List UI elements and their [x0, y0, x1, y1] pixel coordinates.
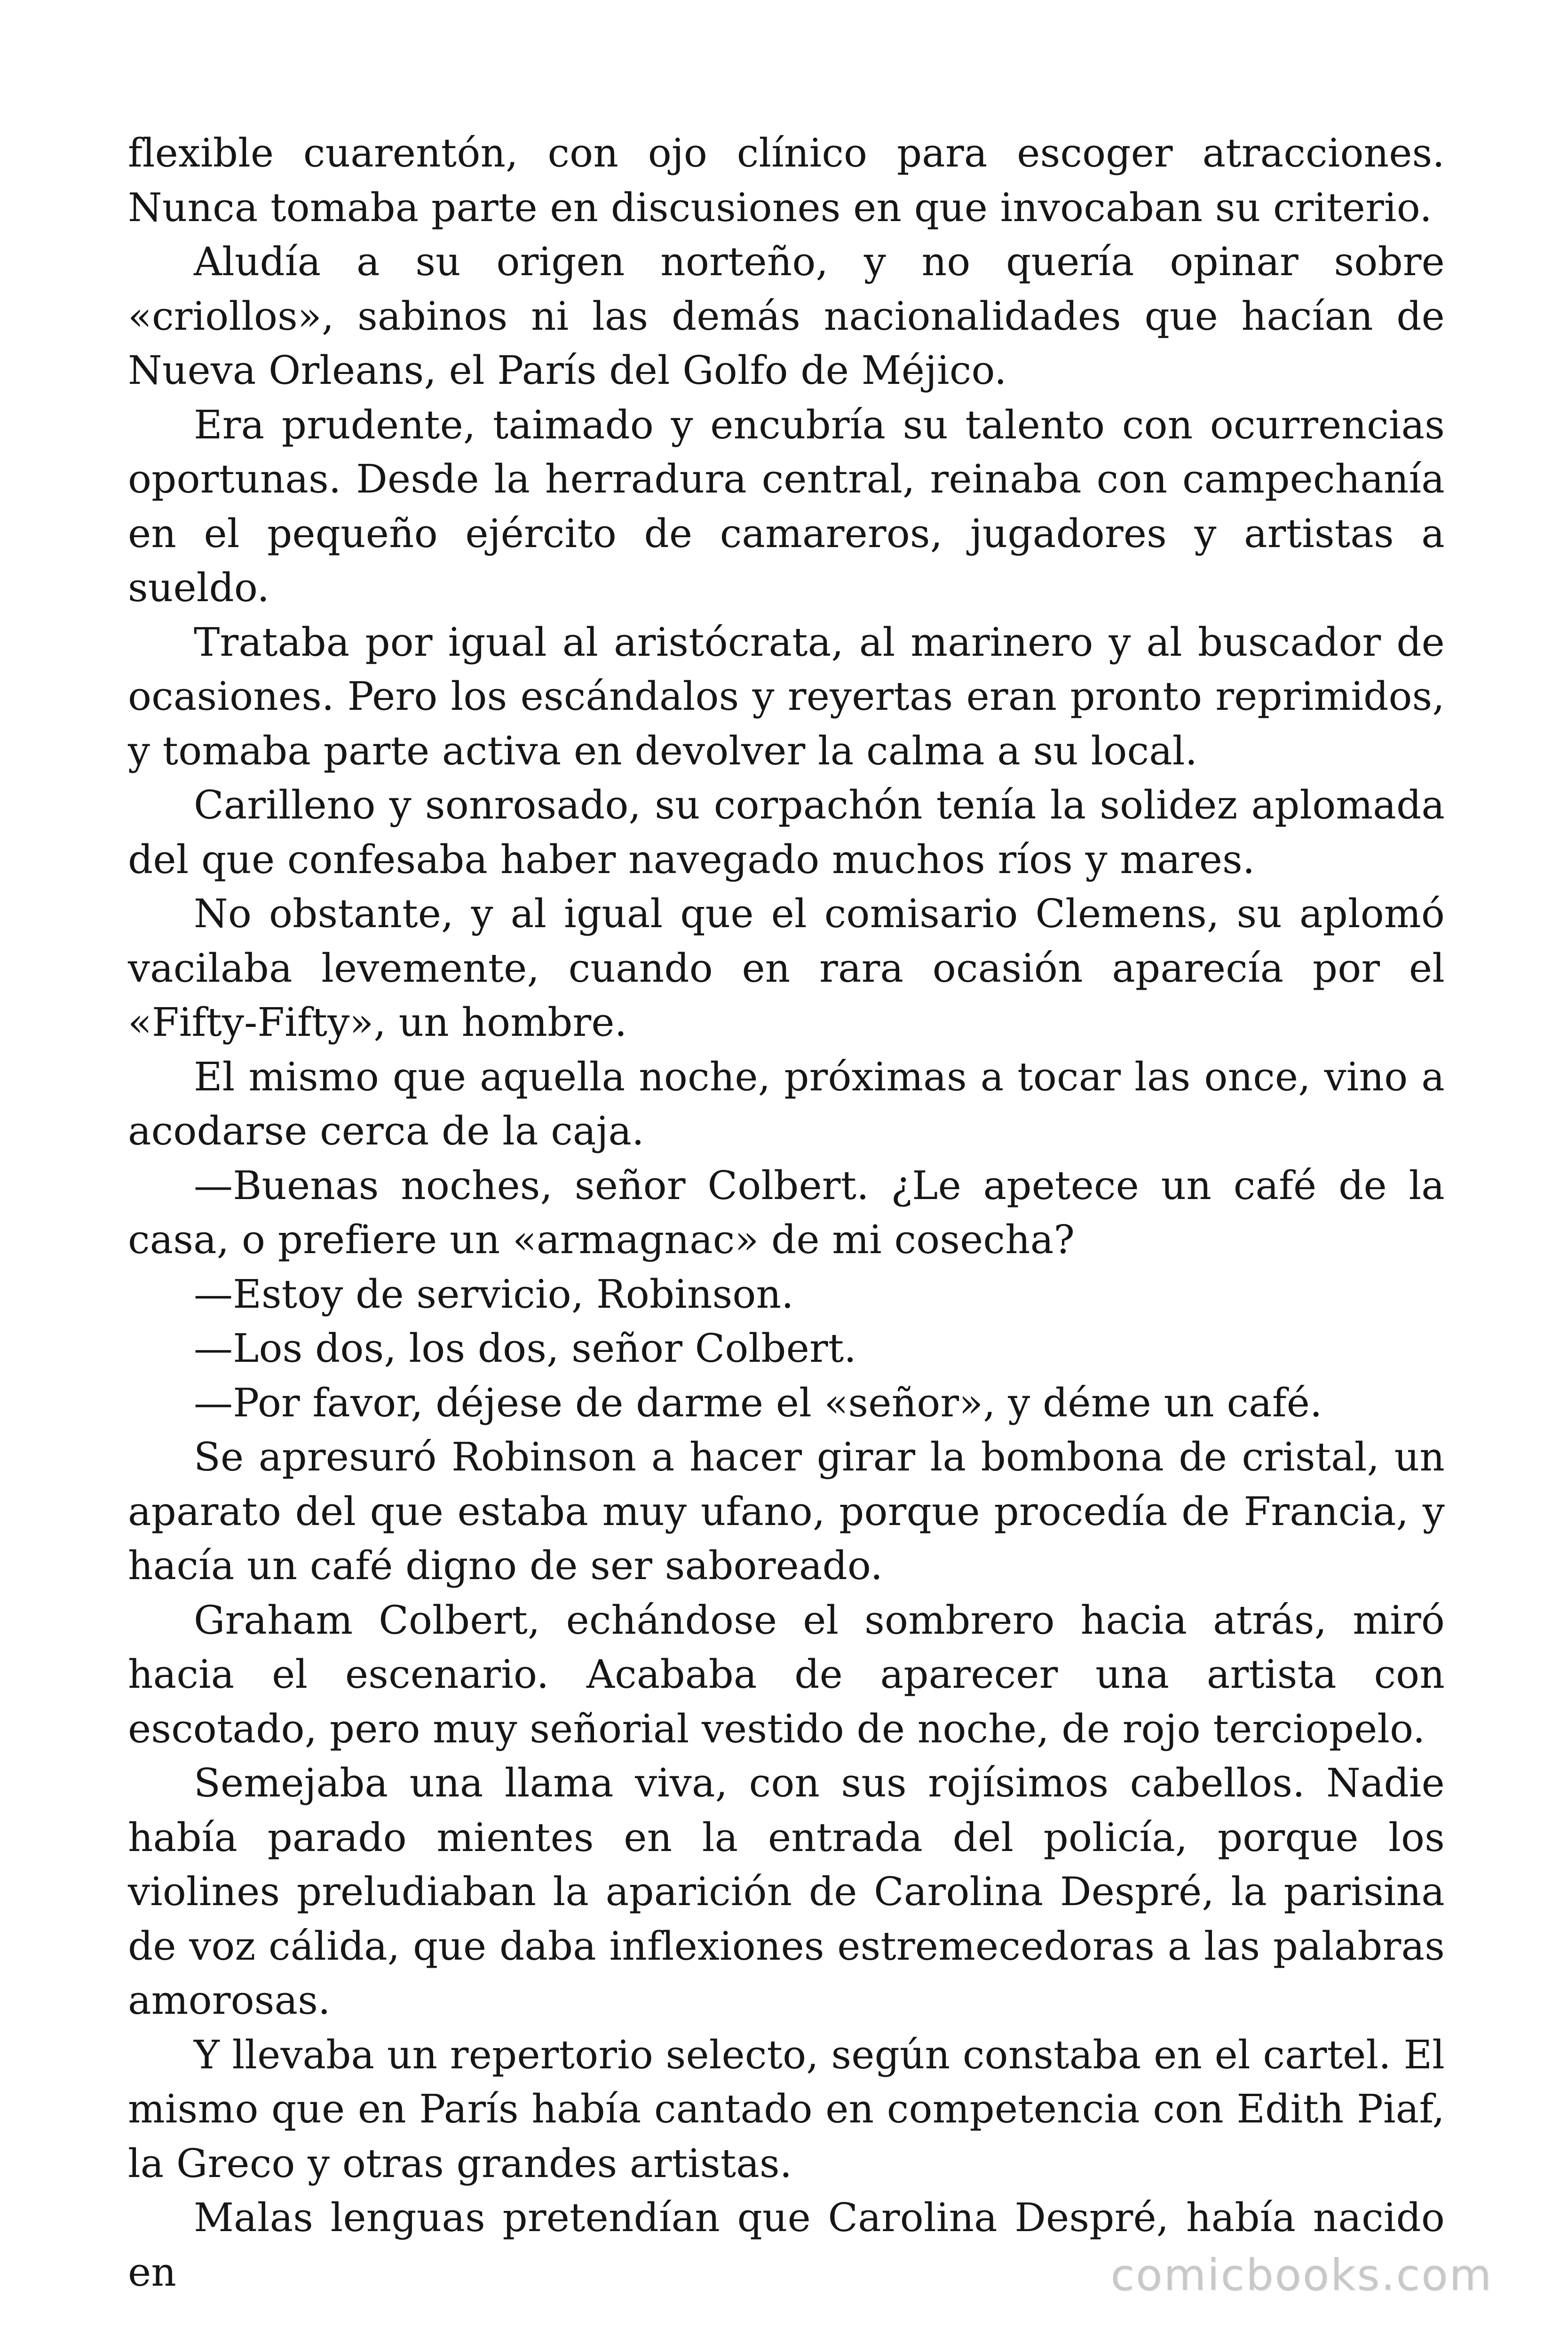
paragraph: Trataba por igual al aristócrata, al marinero y al buscador de ocasiones. Pero los escándalos y reyertas eran pronto reprimidos, y tomaba parte activa en devolver la calma a su local. — [128, 619, 1445, 774]
paragraph: Semejaba una llama viva, con sus rojísimos cabellos. Nadie había parado mientes en la entrada del policía, porque los violines preludiaban la aparición de Carolina Despré, la parisina de voz cálida, que daba inflexiones estremecedoras a las palabras amorosas. — [128, 1760, 1445, 2023]
dialogue-line: —Por favor, déjese de darme el «señor», y déme un café. — [194, 1380, 1323, 1426]
dialogue-line: —Buenas noches, señor Colbert. ¿Le apetece un café de la casa, o prefiere un «armagnac» de mi cosecha? — [128, 1162, 1445, 1263]
paragraph: Y llevaba un repertorio selecto, según constaba en el cartel. El mismo que en París había cantado en competencia con Edith Piaf, la Greco y otras grandes artistas. — [128, 2032, 1445, 2186]
watermark-text: comicbooks.com — [1110, 2250, 1493, 2300]
paragraph: Carilleno y sonrosado, su corpachón tenía la solidez aplomada del que confesaba haber navegado muchos ríos y mares. — [128, 782, 1445, 882]
body-text — [128, 126, 1445, 2299]
dialogue-line: —Los dos, los dos, señor Colbert. — [194, 1326, 856, 1371]
paragraph: Era prudente, taimado y encubría su talento con ocurrencias oportunas. Desde la herradura central, reinaba con campechanía en el pequeño ejército de camareros, jugadores y artistas a sueldo. — [128, 402, 1445, 611]
paragraph-last-line: Malas lenguas pretendían que Carolina Despré, había nacido en — [128, 2195, 1445, 2295]
paragraph: Graham Colbert, echándose el sombrero hacia atrás, miró hacia el escenario. Acababa de aparecer una artista con escotado, pero muy señorial vestido de noche, de rojo terciopelo. — [128, 1597, 1445, 1752]
dialogue-line: —Estoy de servicio, Robinson. — [194, 1271, 794, 1317]
paragraph: No obstante, y al igual que el comisario Clemens, su aplomó vacilaba levemente, cuando en rara ocasión aparecía por el «Fifty-Fifty», un hombre. — [128, 891, 1445, 1045]
paragraph: Aludía a su origen norteño, y no quería opinar sobre «criollos», sabinos ni las demás nacionalidades que hacían de Nueva Orleans, el París del Golfo de Méjico. — [128, 239, 1445, 393]
paragraph: Se apresuró Robinson a hacer girar la bombona de cristal, un aparato del que estaba muy ufano, porque procedía de Francia, y hacía un café digno de ser saboreado. — [128, 1434, 1445, 1589]
paragraph-continued: flexible cuarentón, con ojo clínico para escoger atracciones. Nunca tomaba parte en discusiones en que invocaban su criterio. — [128, 130, 1445, 230]
paragraph: El mismo que aquella noche, próximas a tocar las once, vino a acodarse cerca de la caja. — [128, 1054, 1445, 1154]
